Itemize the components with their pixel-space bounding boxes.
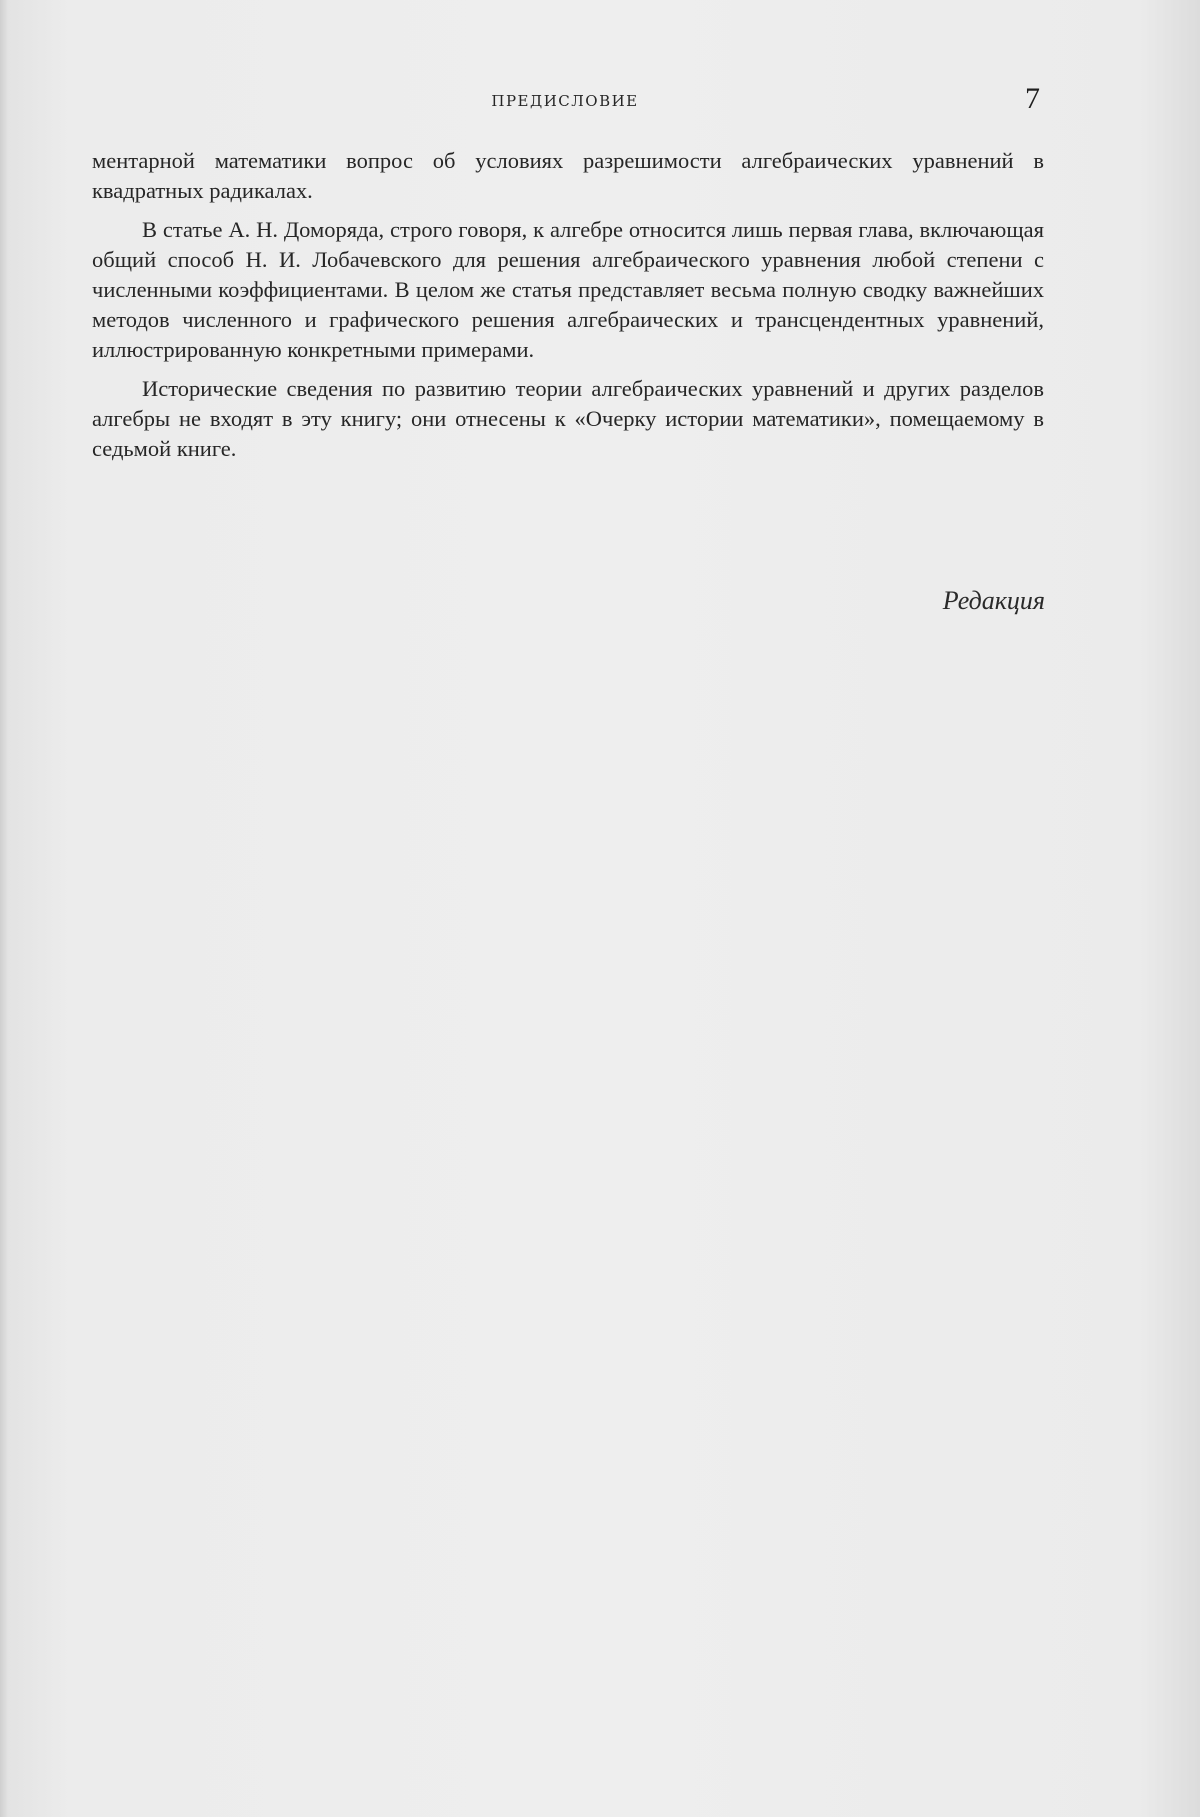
page-edge-shadow [0,0,8,1817]
page-number: 7 [1025,82,1040,115]
body-text [92,146,1044,473]
paragraph-1: ментарной математики вопрос об условиях разрешимости алгебраических уравнений в квадратных радикалах. [92,148,1044,203]
paragraph-2: В статье А. Н. Доморяда, строго говоря, к алгебре относится лишь первая глава, включающая общий способ Н. И. Лобачевского для решения алгебраического уравнения любой степени с численными коэффициентами. В целом же статья представляет весьма полную сводку важнейших методов численного и графического решения алгебраических и трансцендентных уравнений, иллюстрированную конкретными примерами. [92,217,1044,362]
running-title: ПРЕДИСЛОВИЕ [491,92,639,110]
running-head [90,82,1040,128]
signature: Редакция [942,586,1045,615]
paragraph-3: Исторические сведения по развитию теории алгебраических уравнений и других разделов алгебры не входят в эту книгу; они отнесены к «Очерку истории математики», помещаемому в седьмой книге. [92,376,1044,461]
